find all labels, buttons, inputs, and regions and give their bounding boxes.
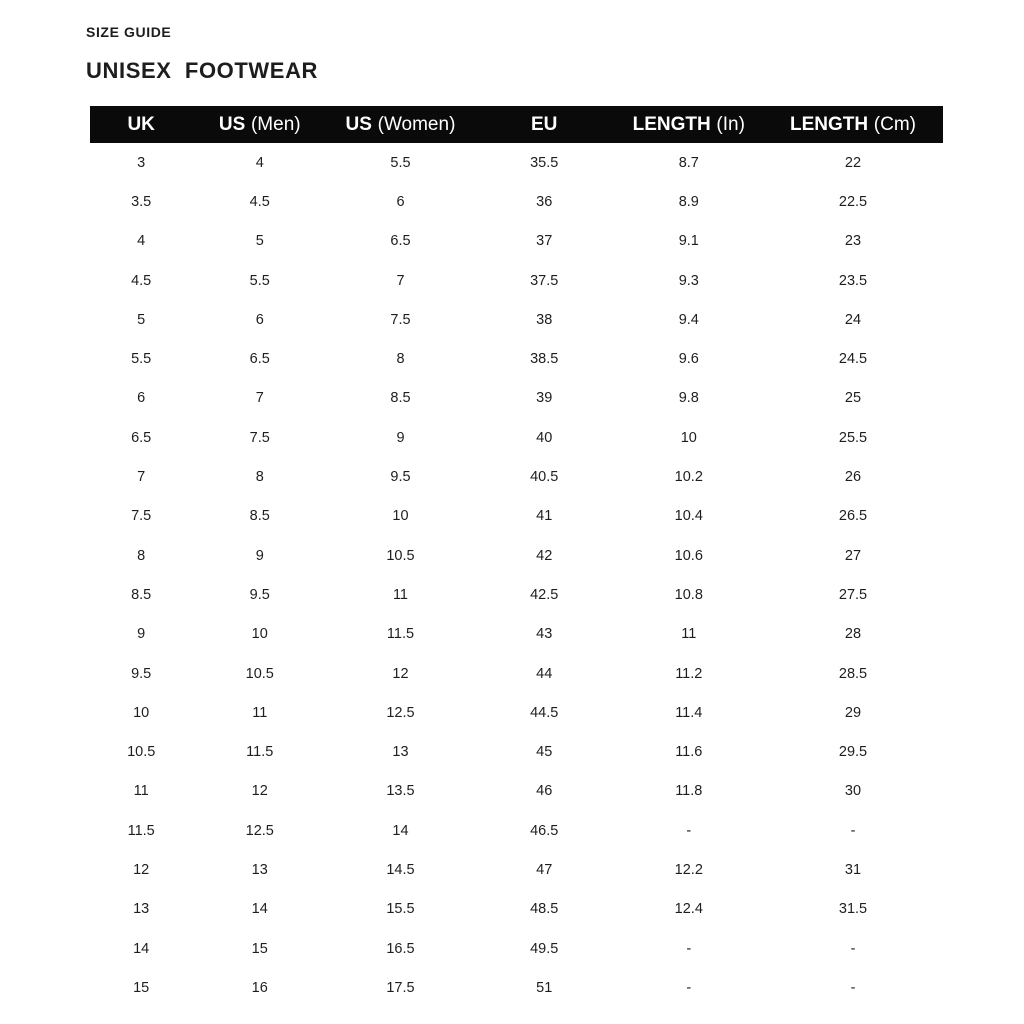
table-cell: 9.8	[678, 390, 699, 407]
table-cell: 4	[255, 154, 264, 171]
table-cell: 25	[844, 390, 862, 407]
table-cell: 10.5	[386, 547, 415, 564]
table-cell: 10	[133, 704, 150, 721]
table-cell: 4.5	[249, 193, 270, 210]
column-header-label: LENGTH	[632, 113, 711, 135]
table-cell: 11	[133, 783, 149, 800]
table-cell: 8	[255, 469, 264, 486]
table-cell: 25.5	[838, 429, 868, 446]
table-cell: 5.5	[131, 351, 152, 368]
column-header-sublabel: (Cm)	[873, 113, 916, 135]
table-cell: 9	[396, 429, 405, 446]
table-cell: 10	[251, 626, 268, 643]
table-cell: 3	[137, 154, 146, 171]
table-cell: 26	[844, 469, 862, 486]
heading-block	[0, 0, 1024, 84]
table-cell: 10.5	[127, 744, 156, 761]
table-cell: 14	[133, 940, 150, 957]
column-header-label: US	[218, 113, 246, 135]
column-header-sublabel: (Men)	[250, 113, 301, 135]
table-cell: 14	[251, 901, 268, 918]
table-row	[90, 772, 943, 811]
column-header-label: LENGTH	[789, 113, 869, 135]
table-row	[90, 261, 943, 300]
table-cell: 28.5	[838, 665, 868, 682]
column-header-length-in	[615, 106, 763, 143]
table-cell: 16.5	[386, 940, 415, 957]
table-cell: 8	[396, 351, 405, 368]
table-cell: 11.5	[246, 744, 274, 761]
table-cell: 29	[844, 704, 862, 721]
table-cell: 9.6	[678, 351, 699, 368]
table-cell: 37	[536, 233, 553, 250]
table-row	[90, 811, 943, 850]
table-cell: 13	[251, 861, 268, 878]
table-cell: -	[850, 822, 856, 839]
table-cell: 12.5	[245, 822, 274, 839]
table-cell: -	[850, 979, 856, 996]
table-row	[90, 300, 943, 339]
size-table-header	[90, 106, 943, 143]
table-cell: 11	[392, 586, 408, 603]
table-cell: 40.5	[530, 469, 559, 486]
table-row	[90, 615, 943, 654]
column-header-us-men	[192, 106, 327, 143]
table-cell: 44.5	[530, 704, 559, 721]
table-cell: 8.5	[131, 586, 152, 603]
table-cell: 23	[844, 233, 862, 250]
table-cell: 12.2	[674, 861, 703, 878]
table-cell: 23.5	[838, 272, 868, 289]
table-cell: 5.5	[390, 154, 411, 171]
table-cell: 47	[536, 861, 553, 878]
table-cell: 12	[392, 665, 409, 682]
table-cell: 29.5	[838, 744, 868, 761]
table-cell: 6	[255, 311, 264, 328]
table-cell: 16	[251, 979, 268, 996]
page-title: UNISEX FOOTWEAR	[86, 58, 319, 83]
table-cell: 11.2	[675, 665, 703, 682]
table-cell: 36	[536, 193, 553, 210]
table-cell: 26.5	[838, 508, 868, 525]
table-cell: 13.5	[386, 783, 415, 800]
table-row	[90, 968, 943, 1007]
table-cell: 9.5	[249, 586, 270, 603]
table-cell: -	[686, 979, 692, 996]
table-cell: 13	[133, 901, 150, 918]
column-header-sublabel: (Women)	[377, 113, 456, 135]
table-row	[90, 182, 943, 221]
table-cell: 46.5	[530, 822, 559, 839]
table-cell: 5	[137, 311, 146, 328]
table-cell: 7.5	[131, 508, 152, 525]
table-cell: 12	[251, 783, 268, 800]
table-cell: 28	[844, 626, 862, 643]
table-row	[90, 339, 943, 378]
size-table	[90, 106, 943, 1008]
table-cell: 11	[681, 626, 697, 643]
table-cell: 42.5	[530, 586, 559, 603]
table-cell: 10.6	[674, 547, 703, 564]
table-cell: 40	[536, 429, 553, 446]
table-cell: 49.5	[530, 940, 559, 957]
table-cell: 38	[536, 311, 553, 328]
table-cell: 11.5	[386, 626, 415, 643]
table-cell: 51	[536, 979, 553, 996]
table-cell: 9.5	[390, 469, 411, 486]
table-row	[90, 575, 943, 614]
table-cell: 10	[392, 508, 409, 525]
table-cell: 35.5	[530, 154, 559, 171]
table-cell: 11.5	[127, 822, 155, 839]
table-cell: 10.4	[674, 508, 703, 525]
table-cell: -	[686, 822, 692, 839]
table-cell: 14.5	[386, 861, 415, 878]
column-header-us-women	[327, 106, 474, 143]
table-cell: 12	[133, 861, 150, 878]
table-cell: 6.5	[390, 233, 411, 250]
table-row	[90, 654, 943, 693]
table-cell: 41	[536, 508, 553, 525]
column-header-uk	[90, 106, 192, 143]
table-cell: 7.5	[249, 429, 270, 446]
table-cell: 27	[844, 547, 862, 564]
table-cell: 11.6	[675, 744, 703, 761]
table-cell: -	[686, 940, 692, 957]
table-row	[90, 143, 943, 182]
table-cell: 39	[536, 390, 553, 407]
table-cell: 8	[137, 547, 146, 564]
table-cell: 11.8	[675, 783, 703, 800]
table-cell: 30	[844, 783, 862, 800]
table-cell: 4.5	[131, 272, 152, 289]
table-row	[90, 379, 943, 418]
table-cell: 38.5	[530, 351, 559, 368]
table-cell: 11	[252, 704, 268, 721]
column-header-label: US	[345, 113, 372, 135]
table-row	[90, 693, 943, 732]
table-cell: 22.5	[838, 193, 868, 210]
table-cell: 9	[255, 547, 264, 564]
column-header-eu	[474, 106, 615, 143]
column-header-length-cm	[763, 106, 943, 143]
size-table-body	[90, 143, 943, 1008]
table-cell: 9.5	[131, 665, 152, 682]
table-cell: 7	[255, 390, 264, 407]
table-cell: -	[850, 940, 856, 957]
table-row	[90, 457, 943, 496]
table-cell: 7	[137, 469, 146, 486]
table-cell: 12.4	[674, 901, 703, 918]
table-row	[90, 536, 943, 575]
table-cell: 10.8	[674, 586, 703, 603]
table-cell: 15	[133, 979, 150, 996]
table-cell: 46	[536, 783, 553, 800]
table-cell: 8.5	[249, 508, 270, 525]
table-cell: 5.5	[249, 272, 270, 289]
table-cell: 8.9	[678, 193, 699, 210]
table-row	[90, 850, 943, 889]
eyebrow-label: SIZE GUIDE	[86, 24, 172, 40]
table-cell: 4	[137, 233, 146, 250]
table-cell: 9	[137, 626, 146, 643]
table-cell: 13	[392, 744, 409, 761]
table-row	[90, 497, 943, 536]
column-header-label: UK	[127, 113, 155, 135]
table-cell: 11.4	[675, 704, 703, 721]
table-cell: 15.5	[386, 901, 415, 918]
table-cell: 37.5	[530, 272, 559, 289]
table-cell: 14	[392, 822, 409, 839]
table-cell: 42	[536, 547, 553, 564]
table-cell: 22	[844, 154, 862, 171]
table-cell: 5	[255, 233, 264, 250]
table-cell: 10	[680, 429, 697, 446]
table-cell: 3.5	[131, 193, 152, 210]
table-row	[90, 418, 943, 457]
table-cell: 8.5	[390, 390, 411, 407]
table-cell: 24	[844, 311, 862, 328]
table-row	[90, 732, 943, 771]
column-header-sublabel: (In)	[716, 113, 745, 135]
table-cell: 6.5	[249, 351, 270, 368]
table-cell: 7.5	[390, 311, 411, 328]
table-cell: 6	[137, 390, 146, 407]
table-cell: 24.5	[838, 351, 868, 368]
table-cell: 9.4	[678, 311, 699, 328]
table-cell: 48.5	[530, 901, 559, 918]
table-cell: 44	[536, 665, 553, 682]
table-cell: 15	[251, 940, 268, 957]
table-cell: 6	[396, 193, 405, 210]
column-header-label: EU	[530, 113, 558, 135]
header-row	[90, 106, 943, 143]
table-cell: 12.5	[386, 704, 415, 721]
table-cell: 10.2	[674, 469, 703, 486]
table-cell: 17.5	[386, 979, 415, 996]
table-cell: 43	[536, 626, 553, 643]
table-cell: 45	[536, 744, 553, 761]
table-row	[90, 222, 943, 261]
table-cell: 9.3	[678, 272, 699, 289]
table-cell: 8.7	[678, 154, 699, 171]
table-cell: 31.5	[838, 901, 868, 918]
table-row	[90, 929, 943, 968]
table-cell: 27.5	[838, 586, 868, 603]
table-cell: 9.1	[678, 233, 699, 250]
table-row	[90, 890, 943, 929]
table-cell: 7	[396, 272, 405, 289]
table-cell: 31	[844, 861, 862, 878]
table-cell: 6.5	[131, 429, 152, 446]
table-cell: 10.5	[245, 665, 274, 682]
